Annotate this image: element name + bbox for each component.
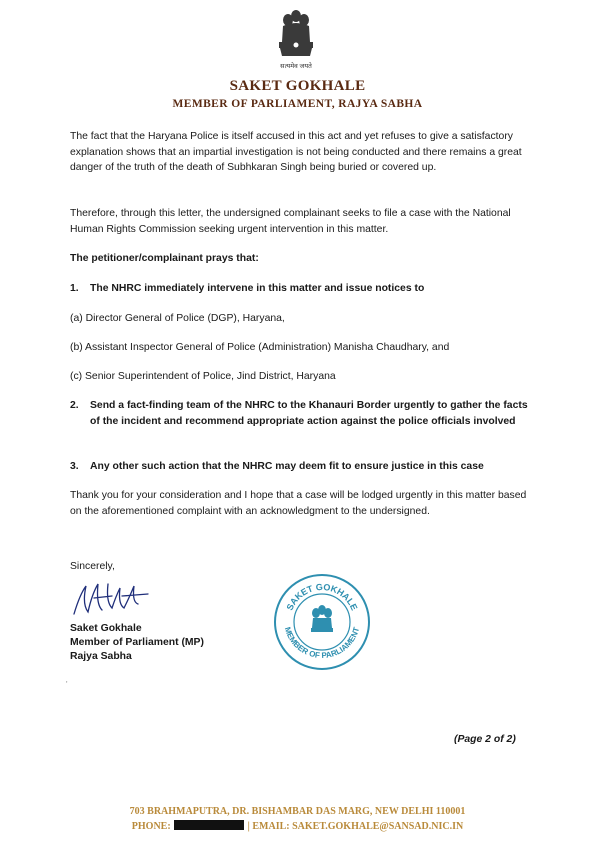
signatory-house: Rajya Sabha <box>70 651 132 662</box>
sub-item-b: (b) Assistant Inspector General of Police (Administration) Manisha Chaudhary, and <box>70 342 450 353</box>
sub-item-a: (a) Director General of Police (DGP), Haryana, <box>70 313 285 324</box>
signatory-name: Saket Gokhale <box>70 623 142 634</box>
prayer-item-1 <box>70 281 535 297</box>
national-emblem-icon <box>266 6 326 76</box>
footer-phone-label: PHONE: <box>131 821 171 832</box>
signatory-role: Member of Parliament (MP) <box>70 637 204 648</box>
svg-text:SAKET GOKHALE: SAKET GOKHALE <box>284 581 360 612</box>
footer-email: | EMAIL: SAKET.GOKHALE@SANSAD.NIC.IN <box>247 821 464 832</box>
footer-address: 703 BRAHMAPUTRA, DR. BISHAMBAR DAS MARG, NEW DELHI 110001 <box>129 806 466 817</box>
prayer-item-text: The NHRC immediately intervene in this matter and issue notices to <box>90 283 425 294</box>
paragraph-2: Therefore, through this letter, the undersigned complainant seeks to file a case with the National Human Rights Commission seeking urgent intervention in this matter. <box>70 208 511 235</box>
salutation: Sincerely, <box>70 561 115 572</box>
prayer-item-2 <box>70 398 535 429</box>
letterhead-title: MEMBER OF PARLIAMENT, RAJYA SABHA <box>172 98 423 110</box>
handwritten-signature <box>68 574 158 624</box>
prayer-item-3 <box>70 459 535 475</box>
prayer-item-number: 3. <box>70 461 79 472</box>
prayer-item-number: 1. <box>70 283 79 294</box>
prayer-item-number: 2. <box>70 400 79 411</box>
paragraph-1: The fact that the Haryana Police is itself accused in this act and yet refuses to give a satisfactory explanation shows that an impartial investigation is not being conducted and there remains a great danger of the truth of the death of Subhkaran Singh being buried or covered up. <box>70 131 522 173</box>
official-seal-stamp <box>272 572 372 672</box>
closing-paragraph: Thank you for your consideration and I hope that a case will be lodged urgently in this matter based on the aforementioned complaint with an acknowledgment to the undersigned. <box>70 490 527 517</box>
footer-contact <box>0 820 595 832</box>
prayer-item-text: Any other such action that the NHRC may deem fit to ensure justice in this case <box>90 461 484 472</box>
prayer-heading: The petitioner/complainant prays that: <box>70 253 259 264</box>
svg-text:MEMBER OF PARLIAMENT: MEMBER OF PARLIAMENT <box>282 625 362 661</box>
letterhead-name: SAKET GOKHALE <box>229 78 366 94</box>
emblem-motto: सत्यमेव जयते <box>280 63 312 70</box>
redacted-phone-bar <box>174 820 244 830</box>
sub-item-c: (c) Senior Superintendent of Police, Jind District, Haryana <box>70 371 336 382</box>
page-number: (Page 2 of 2) <box>454 734 516 745</box>
prayer-item-text: Send a fact-finding team of the NHRC to the Khanauri Border urgently to gather the facts of the incident and recommend appropriate action against the police officials involved <box>90 400 528 427</box>
stray-mark: ' <box>66 680 68 689</box>
